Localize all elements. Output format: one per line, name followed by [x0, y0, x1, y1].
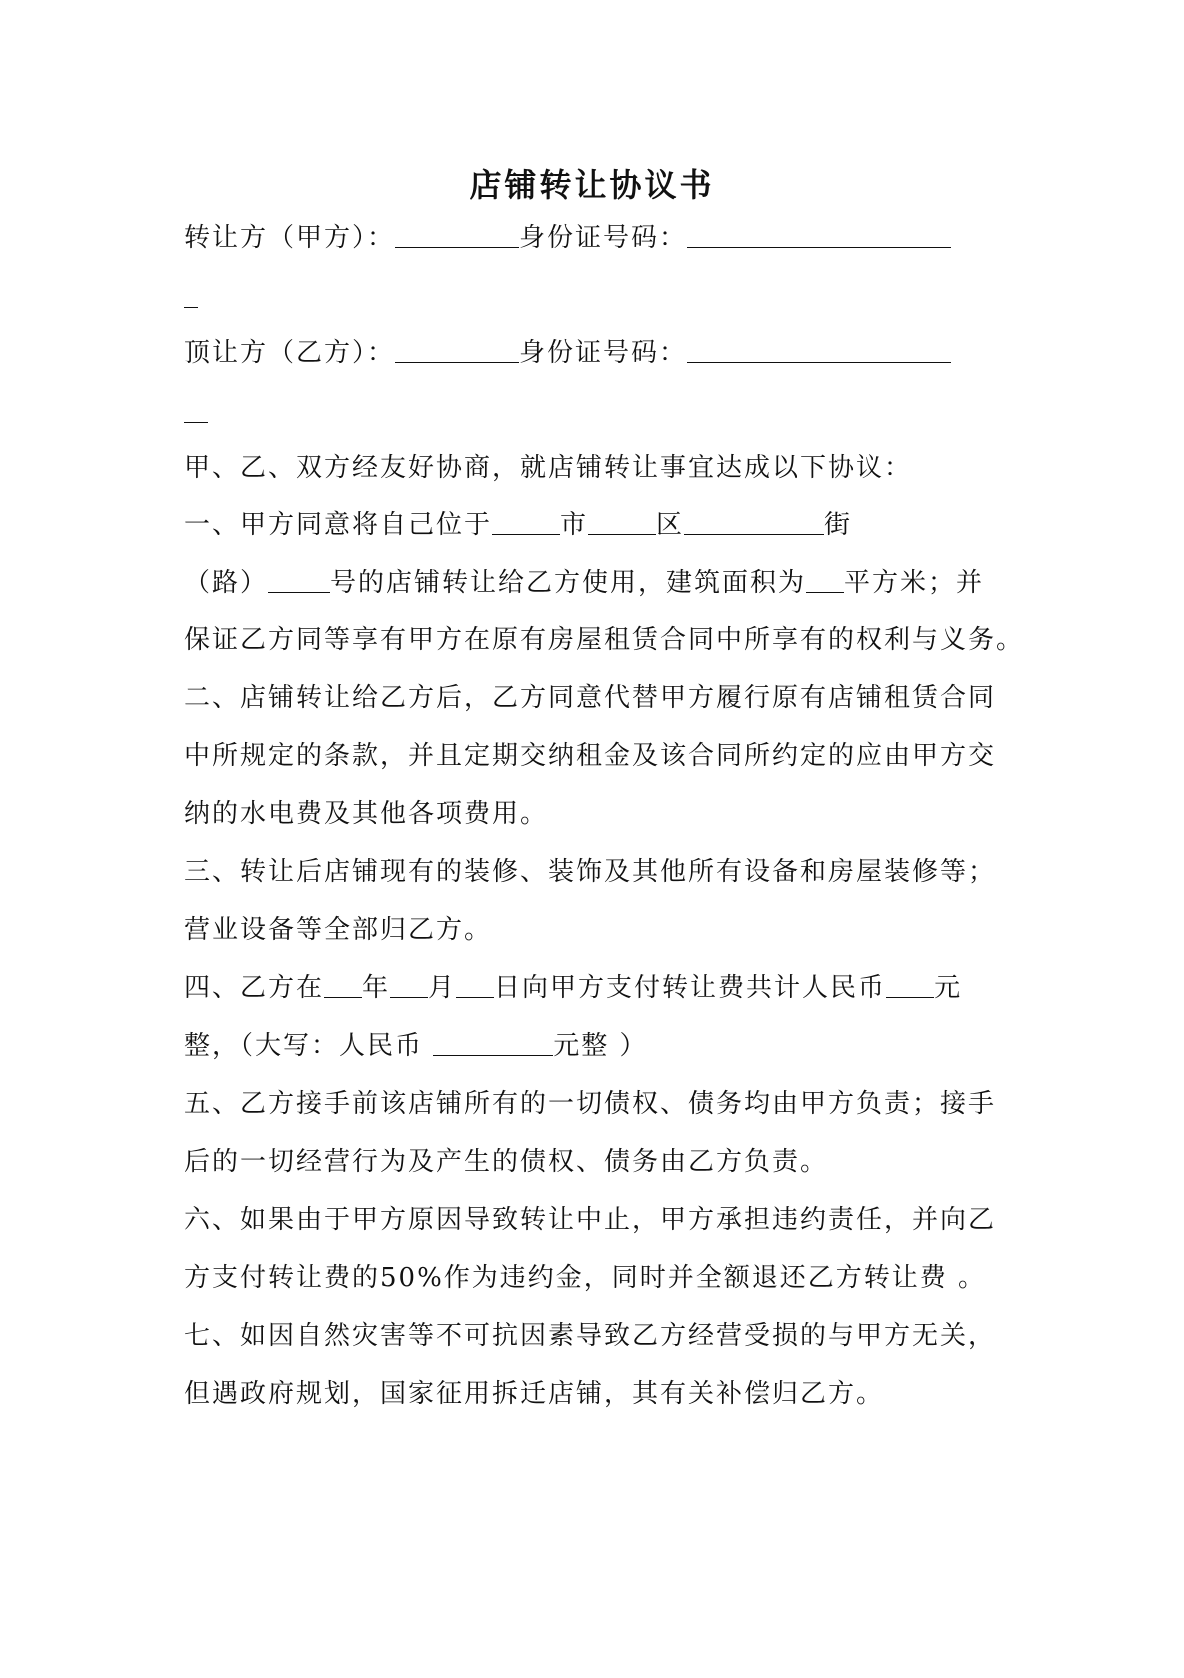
city-blank — [492, 508, 560, 535]
party-a-id-blank-continued — [184, 281, 198, 308]
clause-4-text-d: 日向甲方支付转让费共计人民币 — [494, 973, 887, 1003]
clause-4-line-1 — [184, 968, 1014, 1008]
clause-1-line-2 — [184, 563, 1014, 603]
intro-paragraph: 甲、乙、双方经友好协商，就店铺转让事宜达成以下协议： — [184, 453, 913, 483]
clause-4-text-f: 整，（大写：人民币 — [184, 1031, 434, 1061]
clause-2-line-1: 二、店铺转让给乙方后，乙方同意代替甲方履行原有店铺租赁合同 — [184, 683, 997, 713]
party-b-id-blank — [687, 336, 951, 363]
clause-5-line-2: 后的一切经营行为及产生的债权、债务由乙方负责。 — [184, 1147, 829, 1177]
party-a-id-blank-wrap — [184, 278, 1014, 318]
amount-blank — [886, 971, 934, 998]
district-blank — [588, 508, 656, 535]
party-a-id-blank — [687, 221, 951, 248]
clause-3-line-2: 营业设备等全部归乙方。 — [184, 915, 493, 945]
clause-1-text-f: 号的店铺转让给乙方使用，建筑面积为 — [330, 568, 807, 598]
clause-7-line-1: 七、如因自然灾害等不可抗因素导致乙方经营受损的与甲方无关， — [184, 1321, 997, 1351]
clause-4-text-c: 月 — [428, 973, 457, 1003]
clause-1-line-3: 保证乙方同等享有甲方在原有房屋租赁合同中所享有的权利与义务。 — [184, 625, 1025, 655]
clause-4-text-g: 元整 ） — [553, 1031, 648, 1061]
amount-in-words-blank — [433, 1029, 553, 1056]
clause-1-text-b: 市 — [560, 510, 589, 540]
party-b-id-blank-wrap — [184, 393, 1014, 433]
party-b-id-blank-continued — [184, 396, 208, 423]
party-a-label: 转让方（甲方）： — [184, 223, 396, 253]
document-title: 店铺转让协议书 — [469, 166, 715, 204]
clause-1-text-a: 一、甲方同意将自己位于 — [184, 510, 493, 540]
clause-1-text-c: 区 — [656, 510, 685, 540]
party-a-id-label: 身份证号码： — [519, 223, 688, 253]
clause-4-line-2 — [184, 1026, 1014, 1066]
clause-5-line-1: 五、乙方接手前该店铺所有的一切债权、债务均由甲方负责；接手 — [184, 1089, 997, 1119]
clause-6-line-2: 方支付转让费的50%作为违约金，同时并全额退还乙方转让费 。 — [184, 1263, 987, 1293]
clause-1-text-d: 街 — [824, 510, 853, 540]
clause-3-line-1: 三、转让后店铺现有的装修、装饰及其他所有设备和房屋装修等； — [184, 857, 997, 887]
party-b-id-label: 身份证号码： — [519, 338, 688, 368]
street-blank — [684, 508, 824, 535]
party-b-name-blank — [395, 336, 519, 363]
clause-1-text-e: （路） — [184, 568, 269, 598]
clause-2-line-3: 纳的水电费及其他各项费用。 — [184, 799, 549, 829]
clause-4-text-a: 四、乙方在 — [184, 973, 325, 1003]
clause-4-text-e: 元 — [934, 973, 963, 1003]
clause-7-line-2: 但遇政府规划，国家征用拆迁店铺，其有关补偿归乙方。 — [184, 1379, 885, 1409]
clause-2-line-2: 中所规定的条款，并且定期交纳租金及该合同所约定的应由甲方交 — [184, 741, 997, 771]
area-blank — [806, 566, 844, 593]
clause-6-line-1: 六、如果由于甲方原因导致转让中止，甲方承担违约责任，并向乙 — [184, 1205, 997, 1235]
month-blank — [390, 971, 428, 998]
party-a-name-blank — [395, 221, 519, 248]
clause-4-text-b: 年 — [362, 973, 391, 1003]
house-number-blank — [268, 566, 330, 593]
party-b-line — [184, 333, 1014, 373]
clause-1-line-1 — [184, 505, 1014, 545]
clause-1-text-g: 平方米；并 — [844, 568, 985, 598]
party-b-label: 顶让方（乙方）： — [184, 338, 396, 368]
day-blank — [456, 971, 494, 998]
party-a-line — [184, 218, 1014, 258]
year-blank — [324, 971, 362, 998]
